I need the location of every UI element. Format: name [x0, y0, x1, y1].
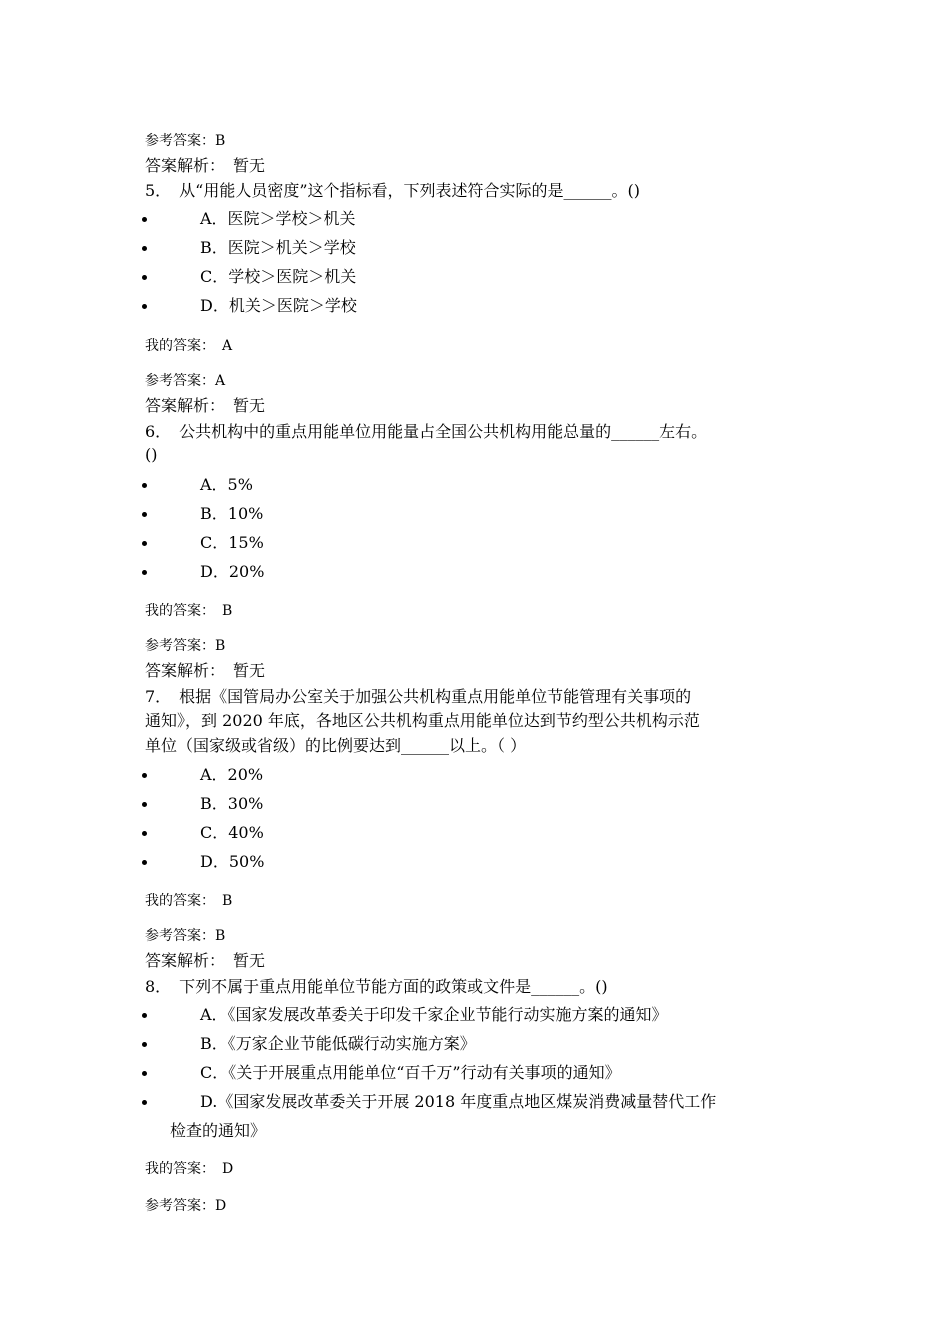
bullet-icon	[142, 1042, 147, 1047]
answer-explanation: 答案解析： 暂无	[145, 951, 266, 970]
answer-explanation: 答案解析： 暂无	[145, 396, 266, 415]
reference-answer: 参考答案：D	[145, 1198, 227, 1214]
bullet-icon	[142, 483, 147, 488]
bullet-icon	[142, 304, 147, 309]
answer-explanation: 答案解析： 暂无	[145, 156, 266, 175]
bullet-icon	[142, 802, 147, 807]
question-6-stem-cont: ()	[145, 445, 158, 464]
question-6-stem: 6． 公共机构中的重点用能单位用能量占全国公共机构用能总量的______左右。	[145, 422, 708, 441]
bullet-icon	[142, 512, 147, 517]
question-8-stem: 8． 下列不属于重点用能单位节能方面的政策或文件是______。()	[145, 977, 608, 996]
bullet-icon	[142, 1013, 147, 1018]
my-answer: 我的答案： A	[145, 338, 233, 354]
bullet-icon	[142, 1071, 147, 1076]
option-d-cont: 检查的通知》	[170, 1121, 267, 1140]
my-answer: 我的答案： B	[145, 603, 233, 619]
bullet-icon	[142, 217, 147, 222]
reference-answer: 参考答案：A	[145, 373, 226, 389]
bullet-icon	[142, 773, 147, 778]
my-answer: 我的答案： B	[145, 893, 233, 909]
bullet-icon	[142, 570, 147, 575]
bullet-icon	[142, 541, 147, 546]
bullet-icon	[142, 275, 147, 280]
bullet-icon	[142, 246, 147, 251]
bullet-icon	[142, 831, 147, 836]
reference-answer: 参考答案：B	[145, 928, 226, 944]
answer-explanation: 答案解析： 暂无	[145, 661, 266, 680]
question-7-stem-cont: 通知》，到 2020 年底，各地区公共机构重点用能单位达到节约型公共机构示范	[145, 711, 700, 730]
reference-answer: 参考答案：B	[145, 133, 226, 149]
bullet-icon	[142, 860, 147, 865]
question-7-stem: 7． 根据《国管局办公室关于加强公共机构重点用能单位节能管理有关事项的	[145, 687, 692, 706]
bullet-icon	[142, 1100, 147, 1105]
my-answer: 我的答案： D	[145, 1161, 234, 1177]
reference-answer: 参考答案：B	[145, 638, 226, 654]
question-5-stem: 5． 从“用能人员密度”这个指标看，下列表述符合实际的是______。()	[145, 181, 641, 200]
question-7-stem-cont: 单位（国家级或省级）的比例要达到______以上。（ ）	[145, 736, 527, 755]
